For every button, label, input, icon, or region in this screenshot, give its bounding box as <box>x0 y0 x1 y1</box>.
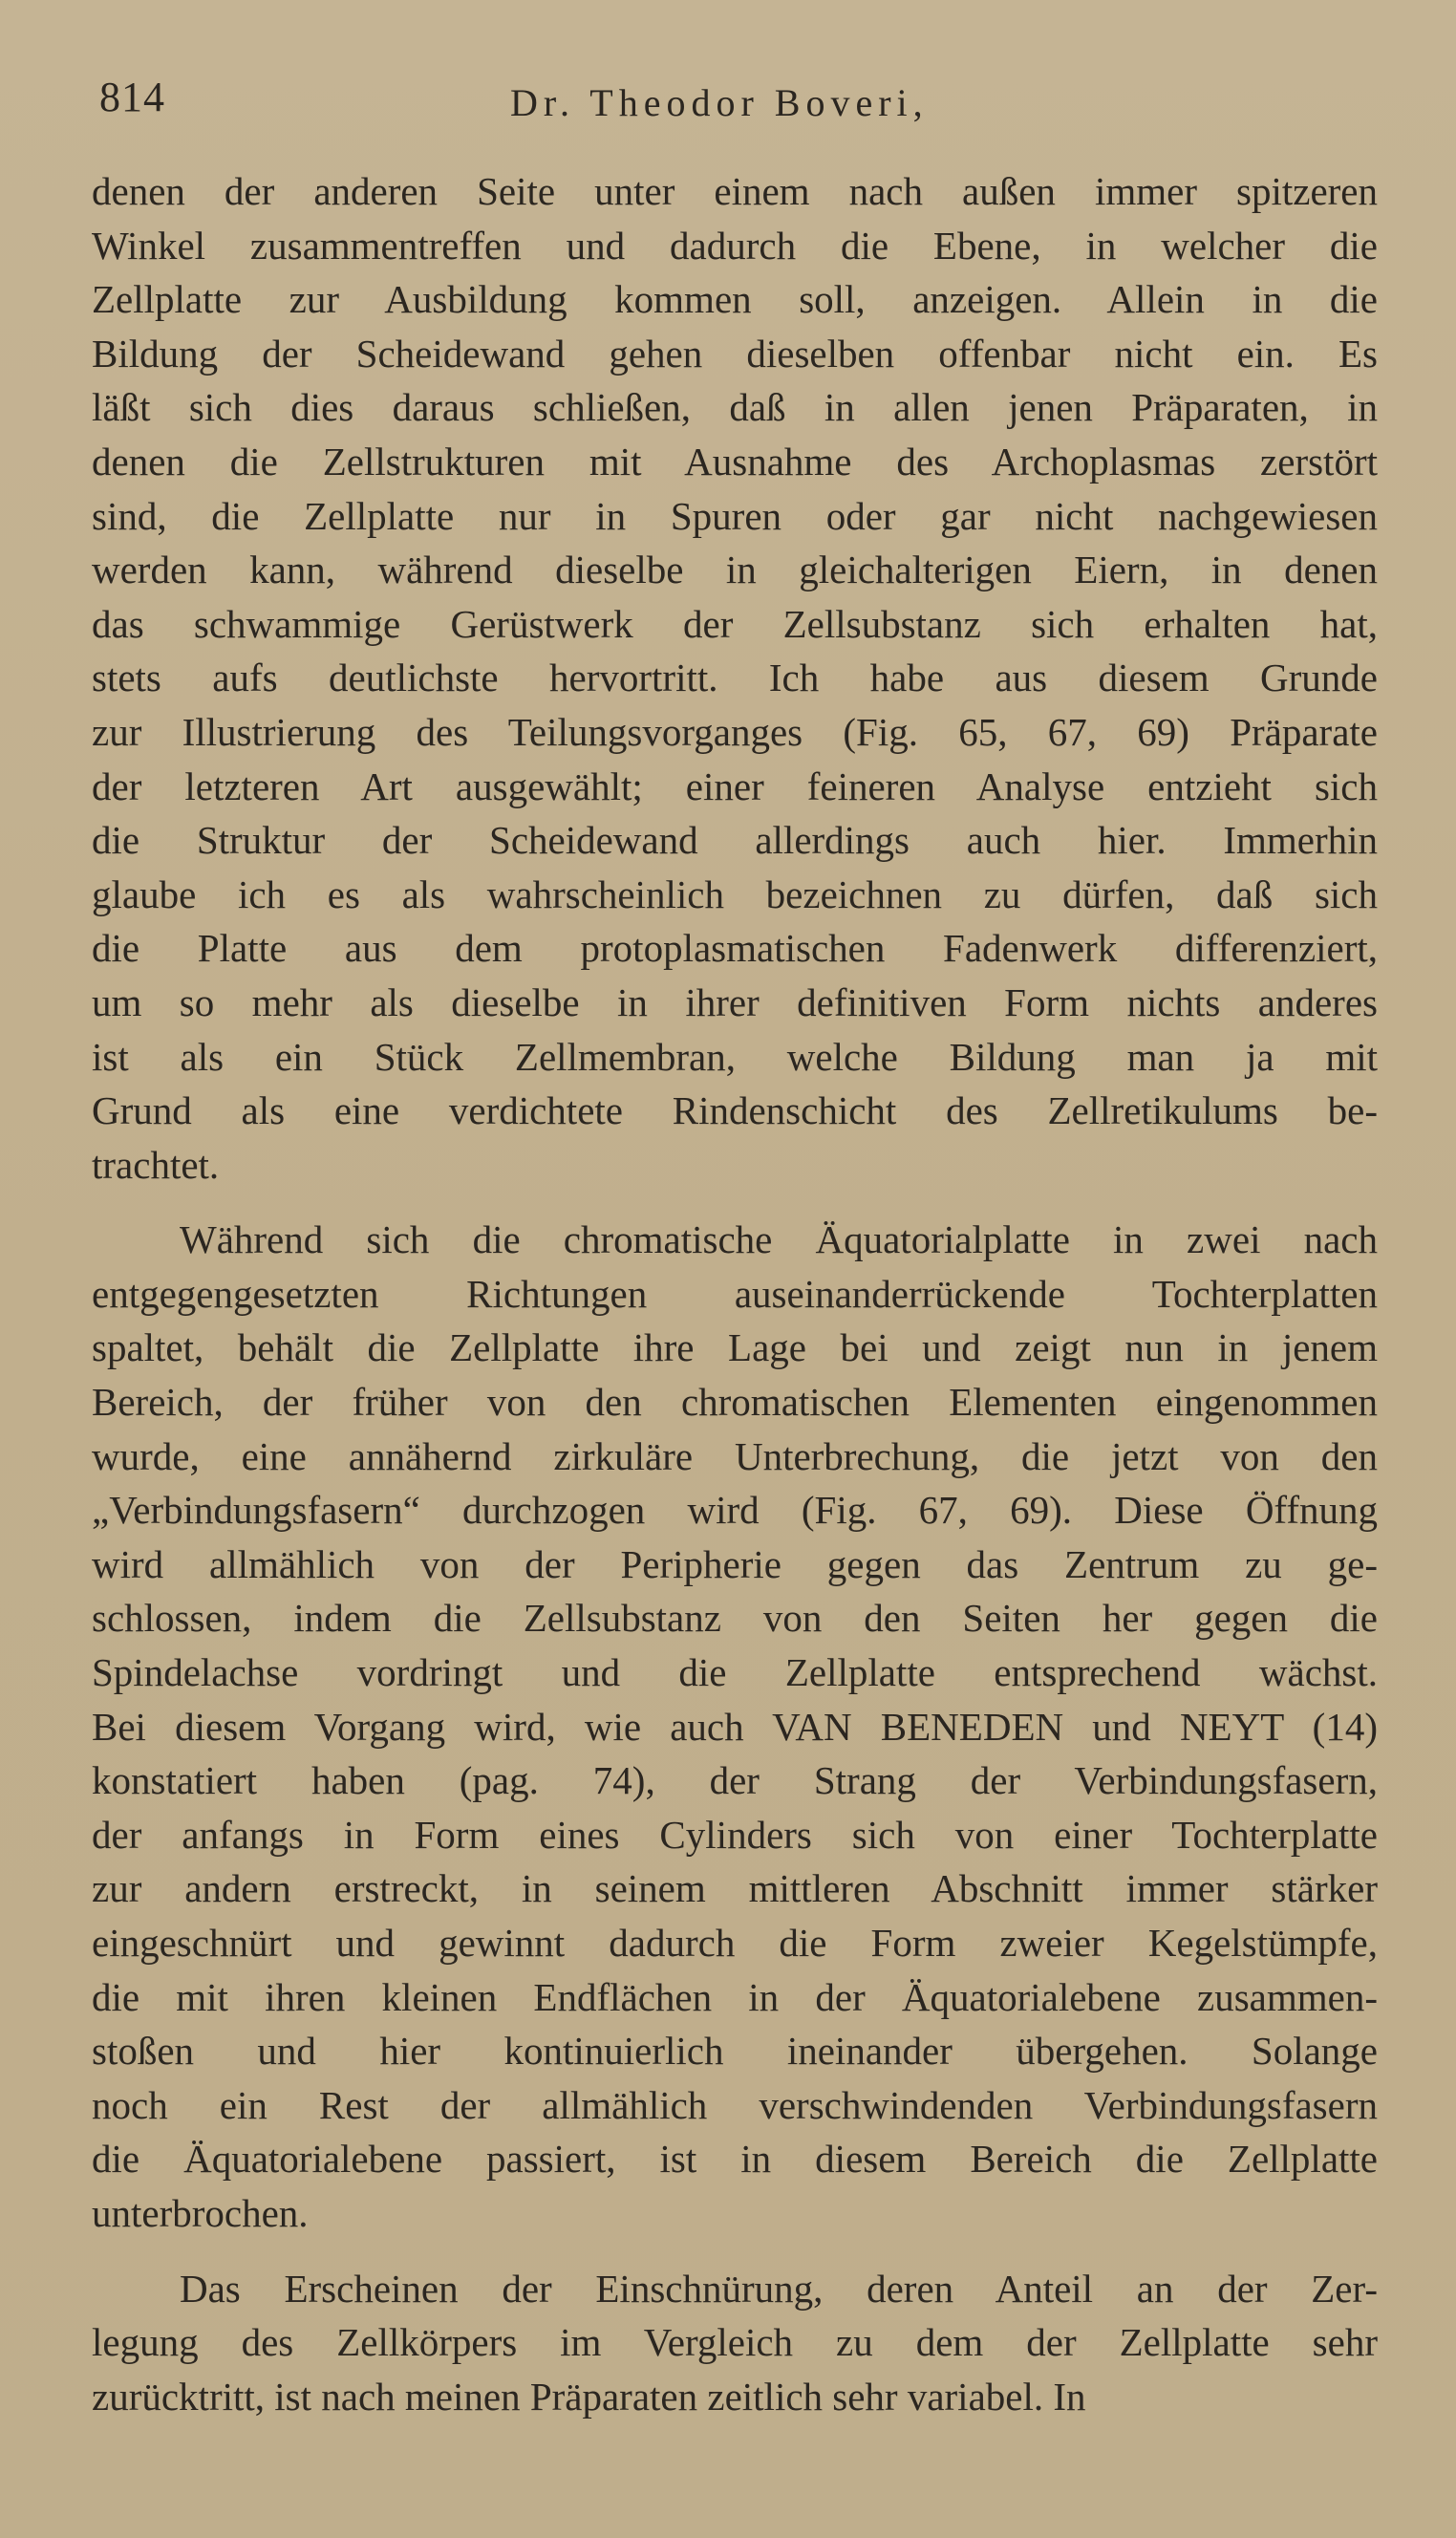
text-line: Bei diesem Vorgang wird, wie auch VAN BENEDEN und NEYT (14) <box>92 1704 1378 1749</box>
paragraph <box>92 2262 1378 2424</box>
page-number: 814 <box>99 74 165 120</box>
paragraphs <box>92 164 1378 2423</box>
text-line: Bildung der Scheidewand gehen dieselben offenbar nicht ein. Es <box>92 331 1378 376</box>
paragraph <box>92 1213 1378 2240</box>
text-line: zur andern erstreckt, in seinem mittleren Abschnitt immer stärker <box>92 1866 1378 1911</box>
text-line: wird allmählich von der Peripherie gegen das Zentrum zu ge- <box>92 1541 1378 1586</box>
body-text <box>92 164 1378 2423</box>
text-line: das schwammige Gerüstwerk der Zellsubstanz sich erhalten hat, <box>92 601 1378 646</box>
text-line: Winkel zusammentreffen und dadurch die Ebene, in welcher die <box>92 223 1378 268</box>
text-line: die Platte aus dem protoplasmatischen Fadenwerk differenziert, <box>92 926 1378 971</box>
text-line: stets aufs deutlichste hervortritt. Ich habe aus diesem Grunde <box>92 656 1378 700</box>
text-line: die mit ihren kleinen Endflächen in der Äquatorialebene zusammen- <box>92 1974 1378 2019</box>
text-line: unterbrochen. <box>92 2190 309 2235</box>
text-line: um so mehr als dieselbe in ihrer definitiven Form nichts anderes <box>92 979 1378 1024</box>
text-line: Spindelachse vordringt und die Zellplatte entsprechend wächst. <box>92 1650 1378 1695</box>
text-line: Bereich, der früher von den chromatischen Elementen eingenommen <box>92 1380 1378 1425</box>
text-line: werden kann, während dieselbe in gleichalterigen Eiern, in denen <box>92 548 1378 592</box>
page-header <box>99 73 1360 140</box>
paragraph-gap <box>92 1192 1378 1213</box>
text-line: entgegengesetzten Richtungen auseinanderrückende Tochterplatten <box>92 1271 1378 1316</box>
text-line: die Äquatorialebene passiert, ist in diesem Bereich die Zellplatte <box>92 2137 1378 2182</box>
text-line: sind, die Zellplatte nur in Spuren oder gar nicht nachgewiesen <box>92 493 1378 538</box>
paragraph-gap <box>92 2241 1378 2262</box>
running-head: Dr. Theodor Boveri, <box>510 81 929 124</box>
text-line: Das Erscheinen der Einschnürung, deren Anteil an der Zer- <box>180 2266 1378 2311</box>
text-line: trachtet. <box>92 1142 220 1187</box>
text-line: denen der anderen Seite unter einem nach außen immer spitzeren <box>92 169 1378 213</box>
text-line: der anfangs in Form eines Cylinders sich von einer Tochterplatte <box>92 1812 1378 1857</box>
text-line: eingeschnürt und gewinnt dadurch die Form zweier Kegelstümpfe, <box>92 1921 1378 1965</box>
text-line: die Struktur der Scheidewand allerdings auch hier. Immerhin <box>92 818 1378 863</box>
text-line: schlossen, indem die Zellsubstanz von den Seiten her gegen die <box>92 1596 1378 1641</box>
text-line: Grund als eine verdichtete Rindenschicht des Zellretikulums be- <box>92 1088 1378 1133</box>
text-line: ist als ein Stück Zellmembran, welche Bildung man ja mit <box>92 1034 1378 1079</box>
text-line: glaube ich es als wahrscheinlich bezeichnen zu dürfen, daß sich <box>92 871 1378 916</box>
text-line: denen die Zellstrukturen mit Ausnahme des Archoplasmas zerstört <box>92 439 1378 484</box>
text-line: legung des Zellkörpers im Vergleich zu dem der Zellplatte sehr <box>92 2320 1378 2365</box>
text-line: Zellplatte zur Ausbildung kommen soll, anzeigen. Allein in die <box>92 277 1378 322</box>
text-line: spaltet, behält die Zellplatte ihre Lage bei und zeigt nun in jenem <box>92 1325 1378 1370</box>
text-line: wurde, eine annähernd zirkuläre Unterbrechung, die jetzt von den <box>92 1433 1378 1478</box>
text-line: stoßen und hier kontinuierlich ineinander übergehen. Solange <box>92 2029 1378 2074</box>
text-line: Während sich die chromatische Äquatorialplatte in zwei nach <box>180 1217 1378 1262</box>
text-line: noch ein Rest der allmählich verschwindenden Verbindungsfasern <box>92 2082 1378 2127</box>
text-line: läßt sich dies daraus schließen, daß in allen jenen Präparaten, in <box>92 385 1378 430</box>
text-line: konstatiert haben (pag. 74), der Strang der Verbindungsfasern, <box>92 1758 1378 1803</box>
paragraph <box>92 164 1378 1192</box>
text-line: zurücktritt, ist nach meinen Präparaten zeitlich sehr variabel. In <box>92 2374 1086 2419</box>
text-line: „Verbindungsfasern“ durchzogen wird (Fig. 67, 69). Diese Öffnung <box>92 1488 1378 1533</box>
text-line: der letzteren Art ausgewählt; einer feineren Analyse entzieht sich <box>92 764 1378 808</box>
text-line: zur Illustrierung des Teilungsvorganges (Fig. 65, 67, 69) Präparate <box>92 709 1378 754</box>
